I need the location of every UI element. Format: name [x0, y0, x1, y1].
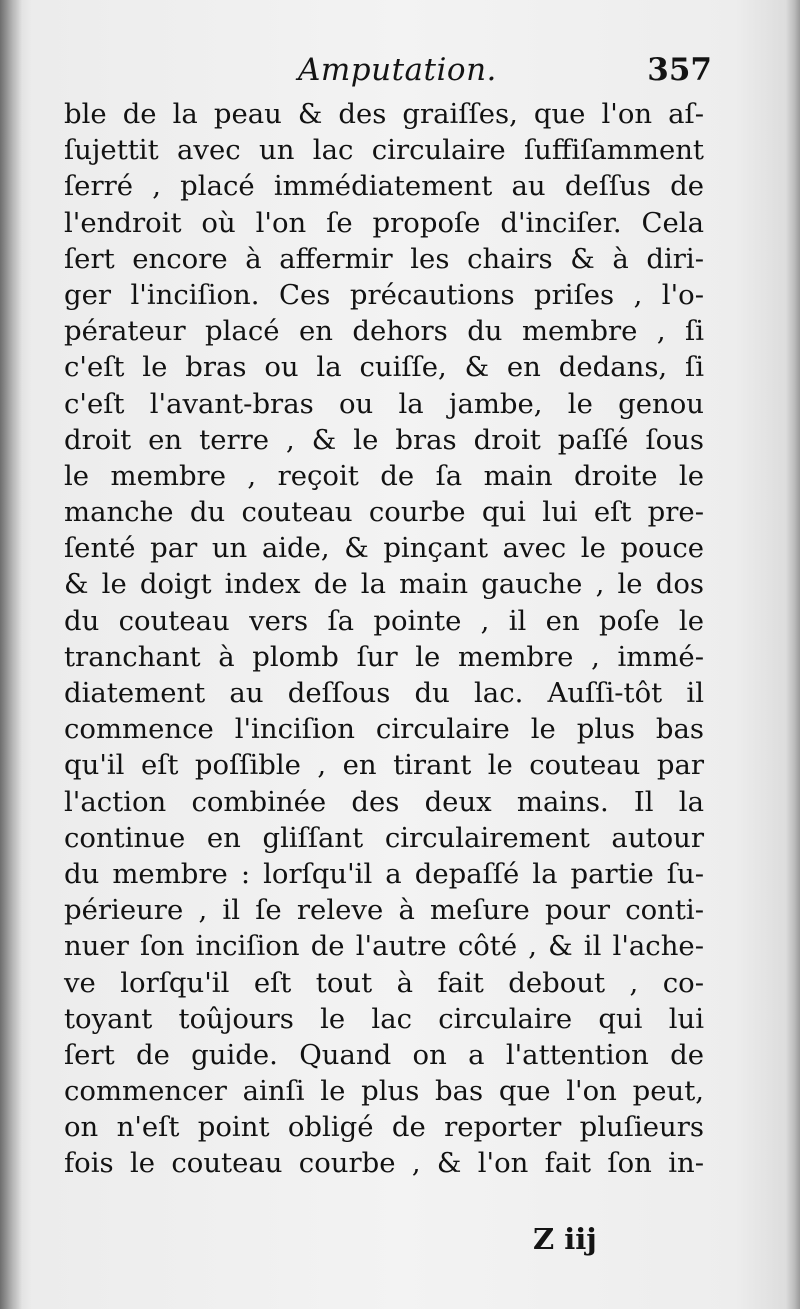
text-line: l'action combinée des deux mains. Il la: [64, 785, 704, 818]
text-line: continue en gliſſant circulairement autour: [64, 821, 704, 854]
text-line: du membre : lorſqu'il a depaſſé la partie ſu-: [64, 857, 704, 890]
text-line: ger l'inciſion. Ces précautions priſes , l'o-: [64, 278, 704, 311]
text-line: & le doigt index de la main gauche , le dos: [64, 568, 704, 601]
text-line: le membre , reçoit de ſa main droite le: [64, 459, 704, 492]
text-line: ſerré , placé immédiatement au deſſus de: [64, 170, 704, 203]
page-number: 357: [647, 52, 712, 88]
text-line: du couteau vers ſa pointe , il en poſe le: [64, 604, 704, 637]
signature-mark: Z iij: [533, 1222, 597, 1256]
text-line: toyant toûjours le lac circulaire qui lui: [64, 1002, 704, 1035]
text-line: qu'il eſt poſſible , en tirant le couteau par: [64, 749, 704, 782]
body-text: [64, 96, 704, 1182]
text-line: nuer ſon inciſion de l'autre côté , & il l'ache-: [64, 930, 704, 963]
text-line: ble de la peau & des graiſſes, que l'on aſ-: [64, 98, 704, 130]
page-gutter-shadow: [0, 0, 22, 1309]
text-line: on n'eſt point obligé de reporter pluſieurs: [64, 1111, 704, 1144]
text-line: tranchant à plomb ſur le membre , immé-: [64, 640, 704, 673]
text-line: c'eſt l'avant-bras ou la jambe, le genou: [64, 387, 704, 420]
text-line: pérateur placé en dehors du membre , ſi: [64, 315, 704, 348]
text-line: ve lorſqu'il eſt tout à fait debout , co-: [64, 966, 704, 999]
text-line: commence l'inciſion circulaire le plus bas: [64, 713, 704, 746]
text-line: manche du couteau courbe qui lui eſt pre-: [64, 496, 704, 529]
page-edge-shadow: [786, 0, 800, 1309]
text-line: l'endroit où l'on ſe propoſe d'inciſer. Cela: [64, 206, 704, 239]
text-line: périeure , il ſe releve à meſure pour conti-: [64, 894, 704, 927]
text-line: ſert de guide. Quand on a l'attention de: [64, 1038, 704, 1071]
running-title: Amputation.: [298, 52, 497, 88]
text-line: c'eſt le bras ou la cuiſſe, & en dedans, ſi: [64, 351, 704, 384]
text-line: commencer ainſi le plus bas que l'on peut,: [64, 1075, 704, 1108]
text-line: fois le couteau courbe , & l'on fait ſon in-: [64, 1147, 704, 1180]
running-head: [70, 46, 710, 96]
text-line: droit en terre , & le bras droit paſſé ſous: [64, 423, 704, 456]
text-line: ſert encore à affermir les chairs & à diri-: [64, 242, 704, 275]
text-line: ſujettit avec un lac circulaire ſuffiſamment: [64, 134, 704, 167]
text-line: ſenté par un aide, & pinçant avec le pouce: [64, 532, 704, 565]
text-line: diatement au deſſous du lac. Auſſi-tôt il: [64, 677, 704, 709]
